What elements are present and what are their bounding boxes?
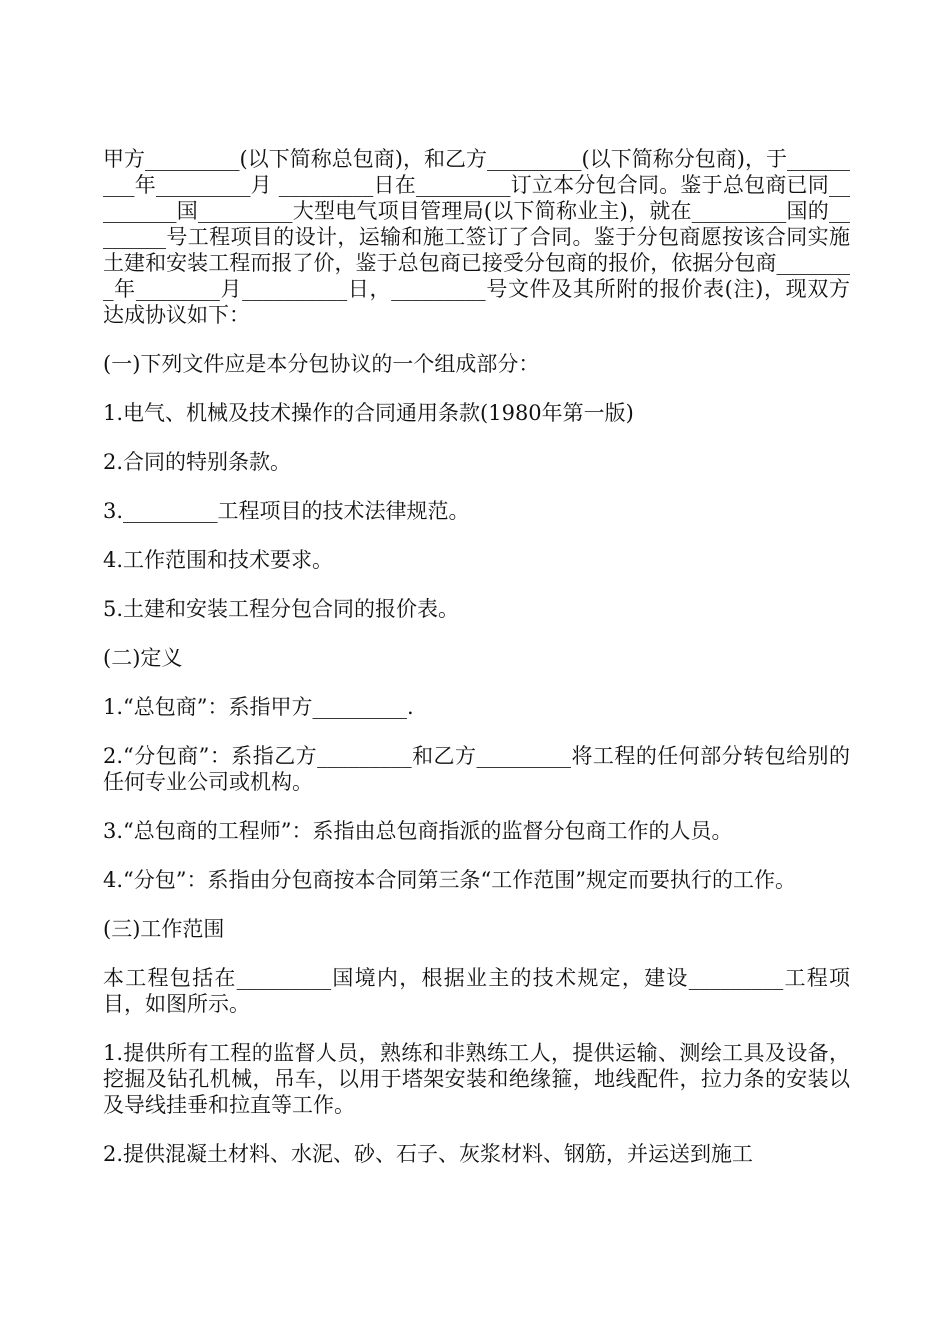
scope-item-1: 1.提供所有工程的监督人员，熟练和非熟练工人，提供运输、测绘工具及设备，挖掘及钻孔机械，吊车，以用于塔架安装和绝缘箍，地线配件，拉力条的安装以及导线挂垂和拉直等工作。 xyxy=(103,1041,850,1117)
section-1-item-3: 3._________工程项目的技术法律规范。 xyxy=(103,499,470,523)
section-1-item-5: 5.土建和安装工程分包合同的报价表。 xyxy=(103,597,460,621)
section-1-heading: (一)下列文件应是本分包协议的一个组成部分： xyxy=(103,352,540,376)
section-1-item-2: 2.合同的特别条款。 xyxy=(103,450,292,474)
scope-item-2: 2.提供混凝土材料、水泥、砂、石子、灰浆材料、钢筋，并运送到施工 xyxy=(103,1142,754,1166)
definition-3: 3.“总包商的工程师”：系指由总包商指派的监督分包商工作的人员。 xyxy=(103,819,733,843)
definition-1: 1.“总包商”：系指甲方_________. xyxy=(103,695,414,719)
section-2-heading: (二)定义 xyxy=(103,646,183,670)
definition-2: 2.“分包商”：系指乙方_________和乙方_________将工程的任何部分转包给别的任何专业公司或机构。 xyxy=(103,744,850,794)
definition-4: 4.“分包”：系指由分包商按本合同第三条“工作范围”规定而要执行的工作。 xyxy=(103,868,796,892)
section-3-heading: (三)工作范围 xyxy=(103,917,225,941)
section-1-item-1: 1.电气、机械及技术操作的合同通用条款(1980年第一版) xyxy=(103,401,634,425)
scope-intro: 本工程包括在_________国境内，根据业主的技术规定，建设_________工程项目，如图所示。 xyxy=(103,966,850,1016)
intro-paragraph: 甲方_________(以下简称总包商)，和乙方_________(以下简称分包商)，于_________年_________月 _________日在_________订立本分包合同。鉴于总包商已同_________国_________大型电气项目管理局(以下简称业主)，就在_________国的________号工程项目的设计，运输和施工签订了合同。鉴于分包商愿按该合同实施土建和安装工程而报了价，鉴于总包商已接受分包商的报价，依据分包商________年________月__________日，_________号文件及其所附的报价表(注)，现双方达成协议如下： xyxy=(103,147,850,327)
section-1-item-4: 4.工作范围和技术要求。 xyxy=(103,548,334,572)
